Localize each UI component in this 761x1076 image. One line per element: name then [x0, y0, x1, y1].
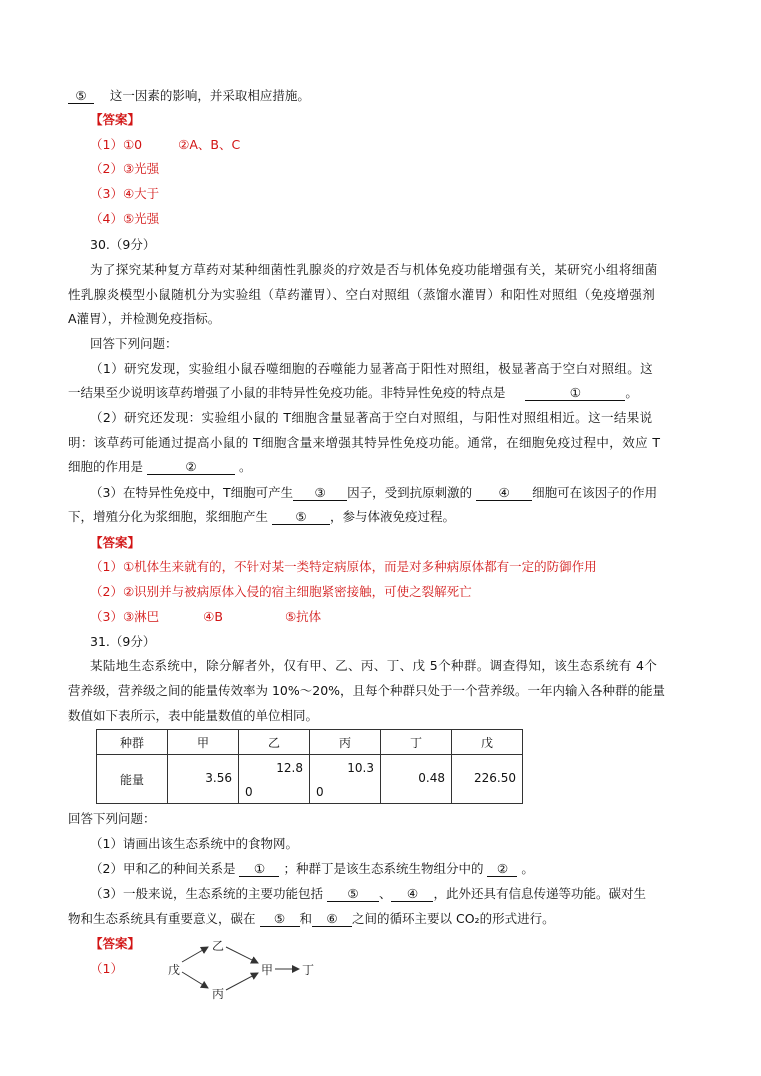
- table-cell: 12.8 0: [239, 755, 310, 804]
- q31-p3-line1: （3）一般来说，生态系统的主要功能包括 ⑤ 、 ④ ，此外还具有信息传递等功能。碳对生: [90, 886, 646, 901]
- q30-title: 30.（9分）: [90, 237, 156, 252]
- q30-intro-3: A灌胃），并检测免疫指标。: [68, 311, 221, 326]
- q30-blank-2: ②: [147, 460, 235, 475]
- table-cell: 乙: [239, 730, 310, 755]
- q31-intro-1: 某陆地生态系统中，除分解者外，仅有甲、乙、丙、丁、戊 5个种群。调查得知，该生态系统有 4个: [90, 658, 658, 673]
- answer-label-30: 【答案】: [90, 535, 141, 550]
- q30-p1-line1: （1）研究发现，实验组小鼠吞噬细胞的吞噬能力显著高于阳性对照组，极显著高于空白对照组。这: [90, 361, 654, 376]
- q31-p1: （1）请画出该生态系统中的食物网。: [90, 836, 298, 851]
- q31-intro-2: 营养级，营养级之间的能量传效率为 10%～20%，且每个种群只处于一个营养级。一年内输入各种群的能量: [68, 683, 666, 698]
- q30-intro-2: 性乳腺炎模型小鼠随机分为实验组（草药灌胃）、空白对照组（蒸馏水灌胃）和阳性对照组（免疫增强剂: [68, 287, 656, 302]
- table-cell: 甲: [168, 730, 239, 755]
- q30-p1-line2: 一结果至少说明该草药增强了小鼠的非特异性免疫功能。非特异性免疫的特点是 ① 。: [68, 385, 638, 400]
- node-wu: 戊: [168, 963, 181, 977]
- node-ding: 丁: [302, 963, 315, 977]
- node-jia: 甲: [261, 963, 274, 977]
- q31-p2: （2）甲和乙的种间关系是 ① ；种群丁是该生态系统生物组分中的 ② 。: [90, 861, 534, 876]
- answer-29-2: （2）③光强: [90, 161, 160, 176]
- answer-label-31: 【答案】: [90, 936, 141, 951]
- q30-intro-1: 为了探究某种复方草药对某种细菌性乳腺炎的疗效是否与机体免疫功能增强有关，某研究小组将细菌: [90, 262, 658, 277]
- answer-30-1: （1）①机体生来就有的，不针对某一类特定病原体，而是对多种病原体都有一定的防御作用: [90, 559, 597, 574]
- node-bing: 丙: [212, 987, 225, 1001]
- arrow-wu-bing: [182, 972, 208, 988]
- q31-blank-6: ⑥: [312, 912, 352, 927]
- q31-blank-4: ④: [391, 887, 433, 902]
- answer-31-1-num: （1）: [90, 961, 123, 976]
- arrow-yi-jia: [226, 947, 258, 963]
- answer-29-1: （1）①0 ②A、B、C: [90, 137, 241, 152]
- table-cell: 种群: [97, 730, 168, 755]
- q30-p3-line1: （3）在特异性免疫中，T细胞可产生 ③ 因子，受到抗原刺激的 ④ 细胞可在该因子的作用: [90, 485, 658, 500]
- answer-30-2: （2）②识别并与被病原体入侵的宿主细胞紧密接触，可使之裂解死亡: [90, 584, 472, 599]
- node-yi: 乙: [212, 939, 225, 953]
- q31-p3-line2: 物和生态系统具有重要意义，碳在 ⑤ 和 ⑥ 之间的循环主要以 CO₂的形式进行。: [68, 911, 555, 926]
- arrow-wu-yi: [182, 947, 208, 962]
- q30-p3-line2: 下，增殖分化为浆细胞，浆细胞产生 ⑤ ，参与体液免疫过程。: [68, 509, 456, 524]
- answer-29-4: （4）⑤光强: [90, 211, 160, 226]
- table-cell: 能量: [97, 755, 168, 804]
- q31-title: 31.（9分）: [90, 634, 156, 649]
- table-cell: 戊: [452, 730, 523, 755]
- blank-5: ⑤: [68, 89, 94, 104]
- q31-blank-1: ①: [239, 862, 279, 877]
- q30-blank-5: ⑤: [272, 510, 330, 525]
- q31-blank-3: ⑤: [327, 887, 379, 902]
- q30-p2-line1: （2）研究还发现：实验组小鼠的 T细胞含量显著高于空白对照组，与阳性对照组相近。这一结果说: [90, 410, 653, 425]
- q31-blank-5: ⑤: [260, 912, 300, 927]
- table-cell: 0.48: [381, 755, 452, 804]
- table-cell: 丁: [381, 730, 452, 755]
- q30-blank-3: ③: [293, 486, 347, 501]
- answer-29-3: （3）④大于: [90, 186, 160, 201]
- answer-label: 【答案】: [90, 112, 141, 127]
- q31-prompt: 回答下列问题：: [68, 811, 156, 826]
- table-cell: 226.50: [452, 755, 523, 804]
- q30-blank-1: ①: [525, 386, 625, 401]
- q31-blank-2: ②: [487, 862, 517, 877]
- q30-p2-line2: 明：该草药可能通过提高小鼠的 T细胞含量来增强其特异性免疫功能。通常，在细胞免疫过程中，效应 T: [68, 435, 661, 450]
- table-cell: 丙: [310, 730, 381, 755]
- q31-intro-3: 数值如下表所示，表中能量数值的单位相同。: [68, 708, 319, 723]
- answer-30-3: （3）③淋巴 ④B ⑤抗体: [90, 609, 322, 624]
- q30-blank-4: ④: [476, 486, 532, 501]
- q30-prompt: 回答下列问题：: [90, 336, 178, 351]
- q30-p2-line3: 细胞的作用是 ② 。: [68, 459, 252, 474]
- table-cell: 3.56: [168, 755, 239, 804]
- line-text: 这一因素的影响，并采取相应措施。: [109, 88, 310, 103]
- arrow-bing-jia: [226, 973, 258, 990]
- table-cell: 10.3 0: [310, 755, 381, 804]
